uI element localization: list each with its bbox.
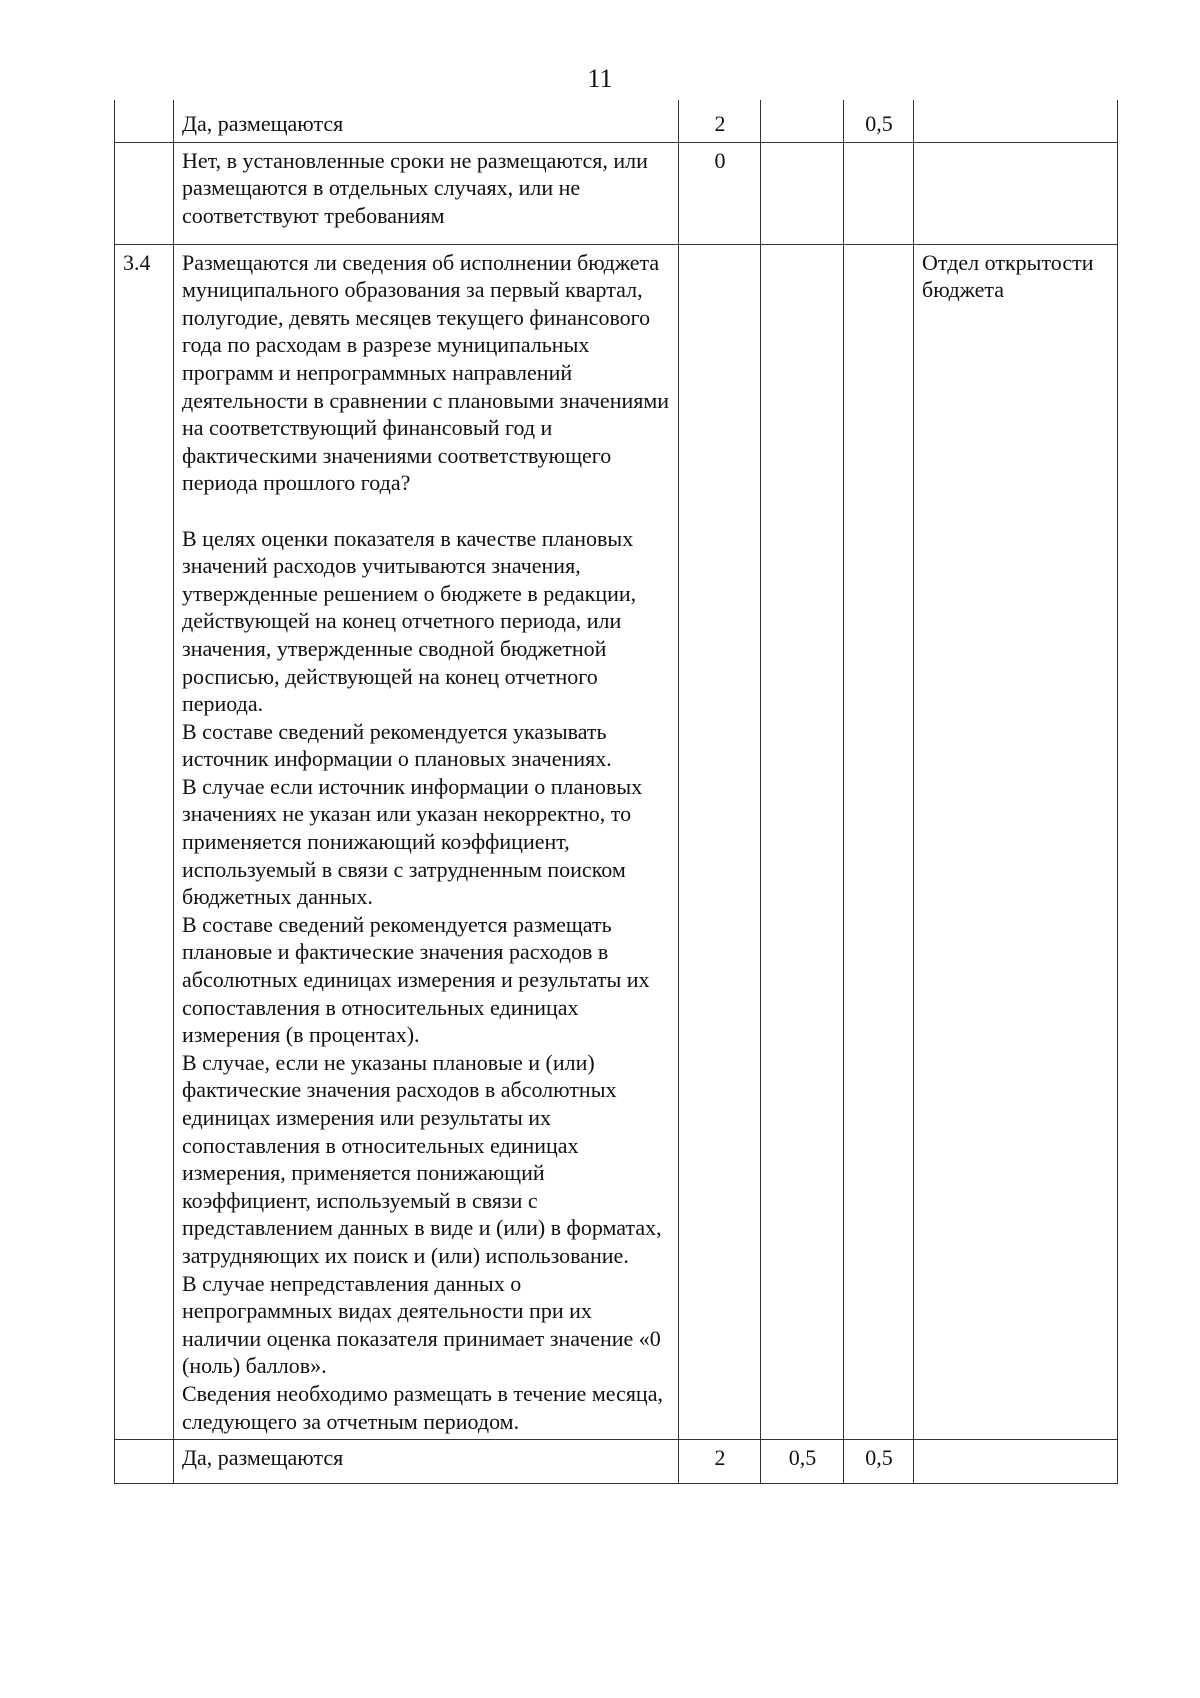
row-number-cell: 3.4 [115, 244, 174, 1440]
note-paragraph: В составе сведений рекомендуется указывать источник информации о плановых значениях. [182, 718, 612, 772]
page-number: 11 [587, 64, 613, 93]
coefficient-cell [761, 142, 844, 244]
coefficient-cell: 0,5 [844, 100, 914, 142]
coefficient-cell [844, 244, 914, 1440]
note-paragraph: В целях оценки показателя в качестве плановых значений расходов учитываются значения, утвержденные решением о бюджете в редакции, действующей на конец отчетного периода, или значения, утвержденные сводной бюджетной росписью, действующей на конец отчетного периода. [182, 525, 637, 717]
table-row [115, 100, 1118, 142]
note-paragraph: Сведения необходимо размещать в течение месяца, следующего за отчетным периодом. [182, 1380, 663, 1434]
points-cell [679, 244, 761, 1440]
row-number-cell [115, 142, 174, 244]
coefficient-cell: 0,5 [844, 1440, 914, 1484]
coefficient-cell [761, 100, 844, 142]
question-cell [174, 244, 679, 1440]
points-cell: 2 [679, 1440, 761, 1484]
table-row [115, 142, 1118, 244]
coefficient-cell: 0,5 [761, 1440, 844, 1484]
coefficient-cell [761, 244, 844, 1440]
table-row [115, 244, 1118, 1440]
note-paragraph: В составе сведений рекомендуется размещать плановые и фактические значения расходов в абсолютных единицах измерения и результаты их сопоставления в относительных единицах измерения (в процентах). [182, 911, 650, 1048]
answer-cell: Да, размещаются [174, 100, 679, 142]
answer-cell: Да, размещаются [174, 1440, 679, 1484]
row-number-cell [115, 1440, 174, 1484]
coefficient-cell [844, 142, 914, 244]
row-number-cell [115, 100, 174, 142]
responsible-cell [914, 1440, 1118, 1484]
points-cell: 0 [679, 142, 761, 244]
question-text: Размещаются ли сведения об исполнении бюджета муниципального образования за первый квартал, полугодие, девять месяцев текущего финансового года по расходам в разрезе муниципальных программ и непрограммных направлений деятельности в сравнении с плановыми значениями на соответствующий финансовый год и фактическими значениями соответствующего периода прошлого года? [182, 249, 670, 496]
answer-cell: Нет, в установленные сроки не размещаются, или размещаются в отдельных случаях, или не соответствуют требованиям [174, 142, 679, 244]
responsible-cell [914, 100, 1118, 142]
points-cell: 2 [679, 100, 761, 142]
note-paragraph: В случае, если не указаны плановые и (или) фактические значения расходов в абсолютных единицах измерения или результаты их сопоставления в относительных единицах измерения, применяется понижающий коэффициент, используемый в связи с представлением данных в виде и (или) в форматах, затрудняющих их поиск и (или) использование. [182, 1049, 662, 1268]
evaluation-table [114, 100, 1118, 1484]
responsible-cell [914, 142, 1118, 244]
paragraph-gap [182, 497, 671, 525]
responsible-cell: Отдел открытости бюджета [914, 244, 1118, 1440]
table-row [115, 1440, 1118, 1484]
note-paragraph: В случае если источник информации о плановых значениях не указан или указан некорректно, то применяется понижающий коэффициент, используемый в связи с затрудненным поиском бюджетных данных. [182, 773, 643, 910]
note-paragraph: В случае непредставления данных о непрограммных видах деятельности при их наличии оценка показателя принимает значение «0 (ноль) баллов». [182, 1270, 661, 1379]
